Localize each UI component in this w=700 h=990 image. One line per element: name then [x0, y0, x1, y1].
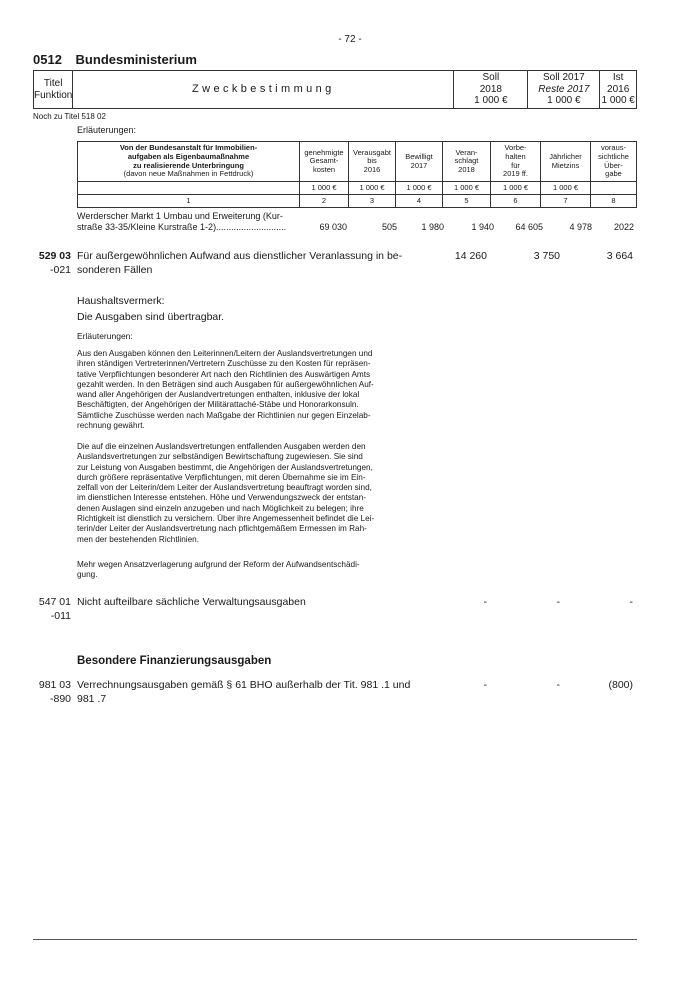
p2-line: Die auf die einzelnen Auslandsvertretungen entfallenden Ausgaben werden den: [77, 442, 366, 451]
column-number: 2: [300, 195, 349, 208]
col-vorbehalten-l2: halten: [505, 151, 526, 161]
col-bewilligt-l1: Bewilligt: [405, 151, 433, 161]
section-heading: Besondere Finanzierungsausgaben: [77, 655, 272, 667]
construction-head-l4: (davon neue Maßnahmen in Fettdruck): [123, 169, 254, 179]
header-ist-2016-l1: Ist: [612, 72, 624, 84]
title-547-number: 547 01: [38, 596, 71, 608]
p1-line: tative Verpflichtungen besonderer Art nach den Richtlinien des Auswärtigen Amts: [77, 369, 371, 379]
noch-zu-titel: Noch zu Titel 518 02: [33, 112, 106, 121]
col-genehmigte-l3: kosten: [312, 164, 336, 174]
header-soll-2018-l2: 2018: [479, 83, 502, 95]
erlaeuterungen-label: Erläuterungen:: [77, 125, 137, 135]
header-ist-2016-l2: 2016: [607, 83, 630, 95]
title-529-soll-2018: 14 260: [454, 250, 487, 262]
title-547-text: Nicht aufteilbare sächliche Verwaltungsausgaben: [77, 596, 306, 608]
unit-cell: 1 000 €: [491, 182, 541, 195]
title-981-ist-2016: (800): [608, 679, 633, 691]
p2-line: durch größere repräsentative Verpflichtungen, mit deren Übernahme sie im Ein-: [77, 472, 366, 482]
p2-line: Richtigkeit ist dienstlich zu versichern. Über ihre Angemessenheit befindet die Lei-: [77, 514, 375, 524]
title-547-ist-2016: -: [629, 596, 633, 608]
p1-line: rechnung gewährt.: [77, 421, 145, 431]
p1-line: wand aller Angehörigen der Auslandvertretungen enthalten, inklusive der lokal: [77, 390, 360, 400]
title-981-text-line2: 981 .7: [77, 693, 107, 705]
werderscher-gesamtkosten: 69 030: [319, 222, 347, 232]
title-547-soll-2017: -: [556, 596, 560, 608]
col-veranschlagt-l1: Veran-: [455, 147, 478, 157]
title-981-number: 981 03: [38, 679, 71, 691]
title-529-text-line2: sonderen Fällen: [77, 264, 153, 276]
column-number: 1: [78, 195, 300, 208]
header-soll-2017-l1: Soll 2017: [543, 72, 585, 84]
header-ist-2016: [600, 71, 637, 109]
title-529-text-line1: Für außergewöhnlichen Aufwand aus dienstlicher Veranlassung in be-: [77, 250, 403, 262]
header-soll-2018-l1: Soll: [482, 72, 500, 84]
werderscher-verausgabt: 505: [381, 222, 397, 232]
col-vorbehalten-l4: 2019 ff.: [503, 169, 528, 179]
col-uebergabe-l2: sichtliche: [598, 151, 629, 161]
title-529-ist-2016: 3 664: [606, 250, 633, 262]
p2-line: denen Auslagen sind einzeln anzugeben und nach Möglichkeit zu belegen; ihre: [77, 503, 364, 513]
col-bewilligt-l2: 2017: [410, 160, 428, 170]
werderscher-uebergabe: 2022: [613, 222, 634, 232]
p3-line: Mehr wegen Ansatzverlagerung aufgrund der Reform der Aufwandsentschädi-: [77, 560, 360, 569]
header-soll-2018-l3: 1 000 €: [474, 95, 508, 107]
column-number: 7: [541, 195, 591, 208]
column-number: 8: [591, 195, 637, 208]
chapter-code: 0512: [33, 52, 62, 67]
budget-header-table: [33, 70, 637, 109]
p1-line: ihren ständigen Vertreterinnen/Vertretern Zuschüsse zu den Kosten für repräsen-: [77, 359, 371, 369]
title-981-soll-2018: -: [483, 679, 487, 691]
col-uebergabe-l3: Über-: [604, 160, 623, 170]
haushaltsvermerk-text: Die Ausgaben sind übertragbar.: [77, 311, 225, 323]
unit-cell-empty: [591, 182, 637, 195]
werderscher-label-line1: Werderscher Markt 1 Umbau und Erweiterung (Kur-: [77, 211, 283, 221]
construction-head: [78, 142, 300, 182]
col-verausgabt-l2: bis: [367, 156, 377, 166]
col-genehmigte-l2: Gesamt-: [309, 156, 339, 166]
title-529-function: -021: [49, 264, 71, 276]
col-uebergabe-l1: voraus-: [600, 143, 626, 153]
werderscher-label-line2: straße 33-35/Kleine Kurstraße 1-2)............................: [77, 222, 287, 232]
header-soll-2018: [454, 71, 528, 109]
title-981-text-line1: Verrechnungsausgaben gemäß § 61 BHO außerhalb der Tit. 981 .1 und: [77, 679, 411, 691]
p3-line: gung.: [77, 570, 98, 580]
col-uebergabe: [591, 142, 637, 182]
p2-line: im dienstlichen Interesse entstehen. Höhe und Verwendungszweck der entstan-: [77, 493, 367, 503]
column-number: 6: [491, 195, 541, 208]
chapter-heading: [33, 52, 197, 67]
werderscher-mietzins: 4 978: [569, 222, 592, 232]
header-soll-2017: [528, 71, 600, 109]
col-mietzins: [541, 142, 591, 182]
title-529-number: 529 03: [38, 250, 71, 262]
col-genehmigte: [300, 142, 349, 182]
col-veranschlagt-l3: 2018: [458, 164, 475, 174]
footer-rule: [33, 939, 637, 940]
p2-line: zelfall von der Leiterin/dem Leiter der Auslandsvertretung beauftragt worden sind,: [77, 483, 372, 493]
p2-line: men der bestehenden Richtlinien.: [77, 534, 199, 544]
title-981-soll-2017: -: [556, 679, 560, 691]
col-vorbehalten-l3: für: [511, 160, 520, 170]
unit-cell-empty: [78, 182, 300, 195]
title-529-soll-2017: 3 750: [533, 250, 560, 262]
p1-line: Beschäftigten, der Angehörigen der Militärattaché-Stäbe und Honorarkonsuln.: [77, 400, 359, 410]
unit-cell: 1 000 €: [443, 182, 491, 195]
header-titel-funktion: [34, 71, 73, 109]
col-vorbehalten-l1: Vorbe-: [504, 143, 527, 153]
col-veranschlagt-l2: schlagt: [454, 156, 479, 166]
explanation-paragraph-1: [77, 349, 420, 431]
header-reste-2017: Reste 2017: [538, 83, 590, 95]
haushaltsvermerk-label: Haushaltsvermerk:: [77, 295, 165, 307]
col-genehmigte-l1: genehmigte: [304, 147, 344, 157]
header-soll-2017-l3: 1 000 €: [547, 95, 581, 107]
p2-line: Auslandsvertretungen zur selbständigen Bewirtschaftung zugewiesen. Sie sind: [77, 452, 363, 462]
construction-head-l2: aufgaben als Eigenbaumaßnahme: [127, 151, 250, 161]
unit-cell: 1 000 €: [541, 182, 591, 195]
column-number: 5: [443, 195, 491, 208]
construction-table: [77, 141, 637, 208]
col-verausgabt-l1: Verausgabt: [353, 147, 391, 157]
title-981-function: -890: [49, 693, 71, 705]
col-veranschlagt: [443, 142, 491, 182]
werderscher-veranschlagt: 1 940: [471, 222, 494, 232]
header-zweckbestimmung: Zweckbestimmung: [73, 71, 454, 109]
column-number: 4: [396, 195, 443, 208]
p1-line: gezahlt werden. In den Beträgen sind auch Ausgaben für außergewöhnlichen Auf-: [77, 379, 374, 389]
p1-line: Sämtliche Zuschüsse werden nach Maßgabe der Richtlinien nur gegen Einzelab-: [77, 410, 371, 420]
unit-cell: 1 000 €: [349, 182, 396, 195]
explanation-paragraph-3: [77, 560, 420, 581]
construction-head-l3: zu realisierende Unterbringung: [133, 160, 244, 170]
werderscher-vorbehalten: 64 605: [515, 222, 543, 232]
p2-line: terin/der Leiter der Auslandsvertretung nach pflichtgemäßem Ermessen im Rah-: [77, 524, 367, 534]
p1-line: Aus den Ausgaben können den Leiterinnen/Leitern der Auslandsvertretungen und: [77, 349, 373, 358]
col-bewilligt: [396, 142, 443, 182]
col-mietzins-l2: Mietzins: [551, 160, 580, 170]
col-verausgabt: [349, 142, 396, 182]
header-funktion: Funktion: [34, 89, 73, 101]
col-uebergabe-l4: gabe: [605, 169, 622, 179]
header-ist-2016-l3: 1 000 €: [601, 95, 635, 107]
header-titel: Titel: [43, 78, 63, 89]
werderscher-bewilligt: 1 980: [421, 222, 444, 232]
unit-cell: 1 000 €: [300, 182, 349, 195]
explanation-paragraph-2: [77, 442, 420, 545]
chapter-title: Bundesministerium: [75, 52, 197, 67]
title-547-function: -011: [50, 610, 71, 622]
unit-cell: 1 000 €: [396, 182, 443, 195]
col-vorbehalten: [491, 142, 541, 182]
erlaeuterungen2-label: Erläuterungen:: [77, 331, 133, 341]
column-number: 3: [349, 195, 396, 208]
construction-head-l1: Von der Bundesanstalt für Immobilien-: [119, 143, 258, 153]
title-547-soll-2018: -: [483, 596, 487, 608]
col-verausgabt-l3: 2016: [363, 164, 381, 174]
page-number: - 72 -: [338, 34, 362, 45]
p2-line: zur Leistung von Ausgaben bestimmt, die Angehörigen der Auslandsvertretungen,: [77, 462, 373, 472]
col-mietzins-l1: Jährlicher: [549, 151, 582, 161]
